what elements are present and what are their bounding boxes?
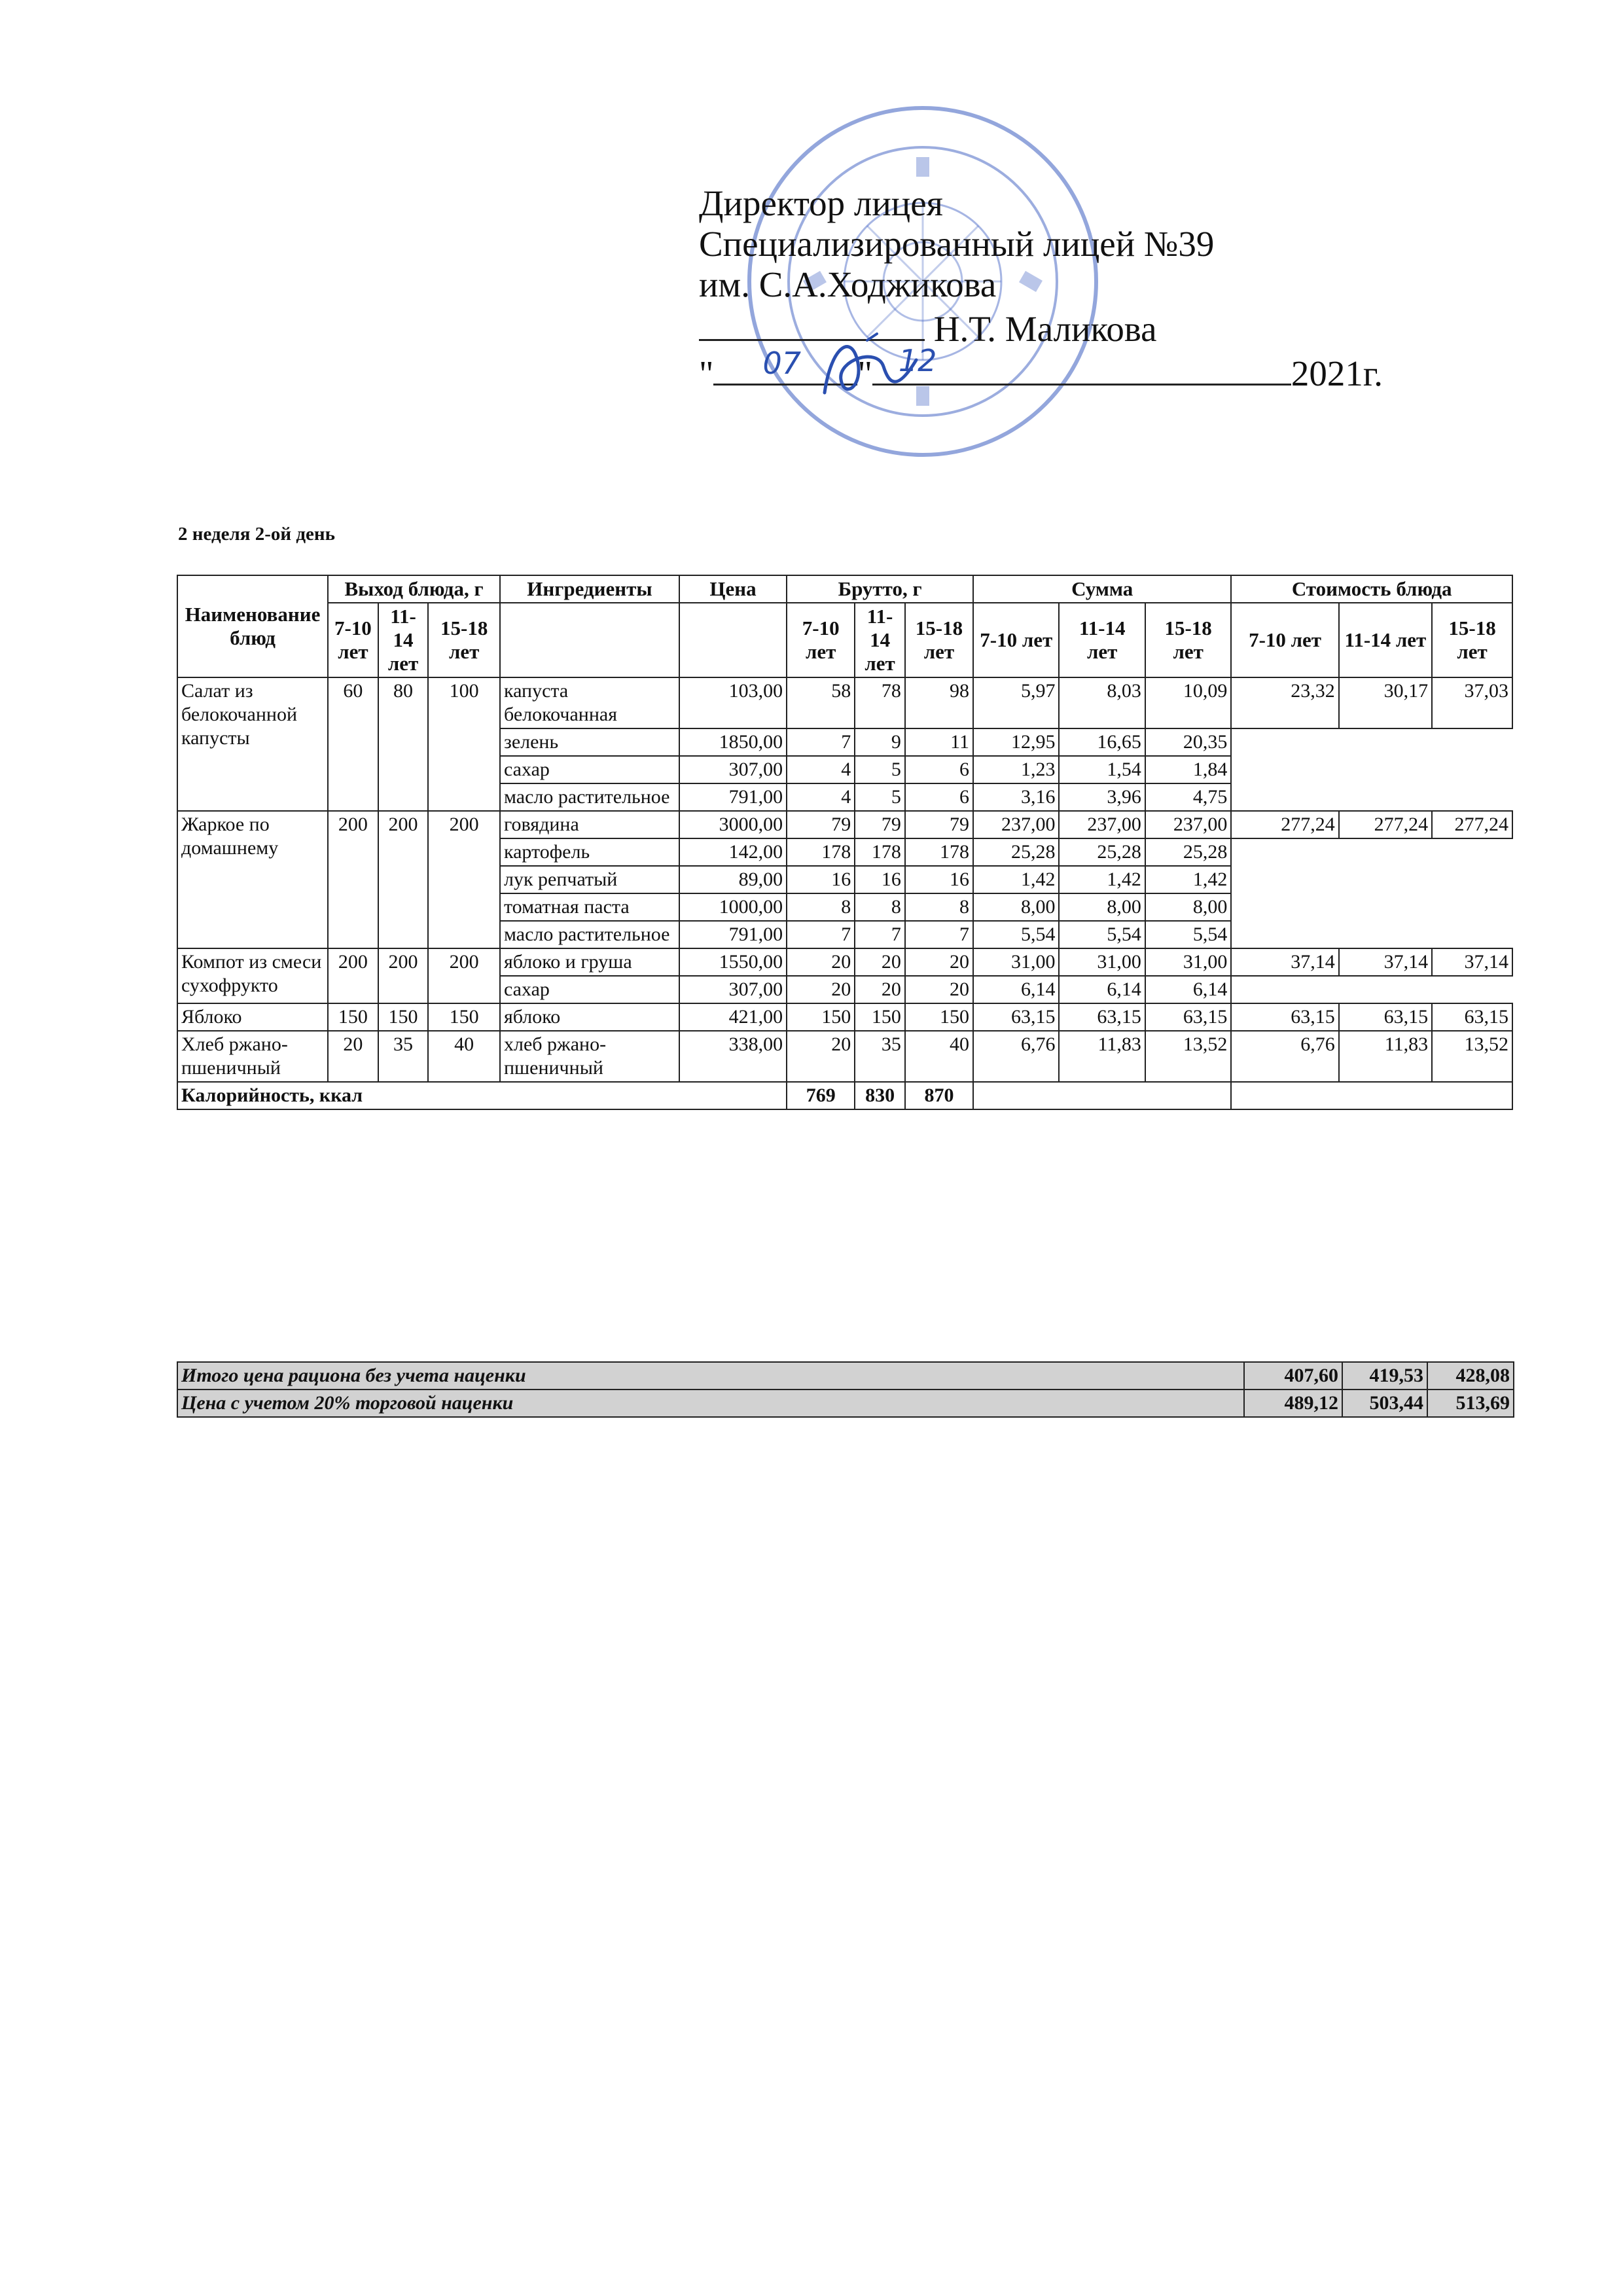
totals-table (177, 1361, 1514, 1418)
ingredient-brutto-2: 78 (855, 677, 905, 728)
header-row-1 (177, 575, 1512, 603)
cost-age-3: 15-18 лет (1432, 603, 1512, 677)
dish-cost-2: 30,17 (1339, 677, 1432, 728)
total-markup-value-3: 513,69 (1427, 1390, 1514, 1417)
dish-cost-3: 63,15 (1432, 1003, 1512, 1031)
ingredient-sum-1: 1,42 (973, 866, 1059, 893)
col-header-price: Цена (679, 575, 787, 603)
ingredient-name: сахар (500, 976, 679, 1003)
handwritten-signature (805, 321, 936, 412)
ingredient-brutto-2: 150 (855, 1003, 905, 1031)
ingredient-brutto-3: 20 (905, 976, 973, 1003)
ingredient-name: сахар (500, 756, 679, 783)
ingredient-brutto-3: 11 (905, 728, 973, 756)
menu-table-body (177, 677, 1512, 1082)
date-close-quote: " (857, 353, 872, 393)
ingredient-price: 89,00 (679, 866, 787, 893)
ingredient-price: 103,00 (679, 677, 787, 728)
dish-yield-1: 200 (328, 811, 378, 948)
ingredient-price: 3000,00 (679, 811, 787, 838)
ingredient-sum-3: 10,09 (1145, 677, 1231, 728)
ingredient-name: капуста белокочанная (500, 677, 679, 728)
dish-cost-empty (1231, 838, 1512, 948)
sum-age-2: 11-14 лет (1059, 603, 1145, 677)
dish-name: Яблоко (177, 1003, 328, 1031)
dish-yield-3: 40 (428, 1031, 500, 1082)
dish-yield-3: 200 (428, 811, 500, 948)
ingredient-name: говядина (500, 811, 679, 838)
col-header-cost: Стоимость блюда (1231, 575, 1512, 603)
total-row (177, 1362, 1514, 1390)
ingredient-sum-1: 63,15 (973, 1003, 1059, 1031)
ingredient-brutto-2: 35 (855, 1031, 905, 1082)
date-month-handwritten: 12 (898, 343, 937, 378)
approval-year: 2021г. (1291, 353, 1383, 393)
ingredient-brutto-2: 8 (855, 893, 905, 921)
ingredient-brutto-1: 8 (787, 893, 855, 921)
ingredient-brutto-3: 150 (905, 1003, 973, 1031)
dish-cost-3: 13,52 (1432, 1031, 1512, 1082)
col-header-name: Наименование блюд (177, 575, 328, 677)
yield-age-3: 15-18 лет (428, 603, 500, 677)
dish-yield-2: 150 (378, 1003, 429, 1031)
col-header-yield: Выход блюда, г (328, 575, 500, 603)
dish-yield-3: 100 (428, 677, 500, 811)
dish-yield-2: 200 (378, 948, 429, 1003)
ingredient-sum-1: 8,00 (973, 893, 1059, 921)
dish-row (177, 1031, 1512, 1082)
ingredient-sum-1: 6,14 (973, 976, 1059, 1003)
ingredient-brutto-1: 20 (787, 1031, 855, 1082)
ingredient-price: 791,00 (679, 783, 787, 811)
ingredient-brutto-1: 20 (787, 976, 855, 1003)
dish-cost-1: 23,32 (1231, 677, 1338, 728)
calories-empty-sum (973, 1082, 1231, 1109)
ingredient-brutto-1: 7 (787, 728, 855, 756)
yield-age-2: 11-14 лет (378, 603, 429, 677)
col-header-brutto: Брутто, г (787, 575, 973, 603)
dish-name: Хлеб ржано-пшеничный (177, 1031, 328, 1082)
ingredient-sum-3: 237,00 (1145, 811, 1231, 838)
ingredient-brutto-2: 16 (855, 866, 905, 893)
ingredient-name: зелень (500, 728, 679, 756)
dish-cost-empty (1231, 728, 1512, 811)
ingredient-sum-2: 6,14 (1059, 976, 1145, 1003)
total-label: Итого цена рациона без учета наценки (177, 1362, 1244, 1390)
calories-empty-cost (1231, 1082, 1512, 1109)
brutto-age-1: 7-10 лет (787, 603, 855, 677)
ingredient-sum-3: 63,15 (1145, 1003, 1231, 1031)
ingredient-brutto-3: 16 (905, 866, 973, 893)
yield-age-1: 7-10 лет (328, 603, 378, 677)
ingredient-sum-3: 31,00 (1145, 948, 1231, 976)
dish-yield-1: 150 (328, 1003, 378, 1031)
ingredient-sum-2: 31,00 (1059, 948, 1145, 976)
ingredients-subheader (500, 603, 679, 677)
dish-row (177, 677, 1512, 728)
price-subheader (679, 603, 787, 677)
dish-yield-2: 35 (378, 1031, 429, 1082)
ingredient-brutto-3: 8 (905, 893, 973, 921)
total-value-2: 419,53 (1342, 1362, 1427, 1390)
ingredient-sum-3: 5,54 (1145, 921, 1231, 948)
ingredient-sum-1: 6,76 (973, 1031, 1059, 1082)
total-value-1: 407,60 (1244, 1362, 1342, 1390)
dish-cost-1: 6,76 (1231, 1031, 1338, 1082)
ingredient-brutto-3: 98 (905, 677, 973, 728)
ingredient-price: 791,00 (679, 921, 787, 948)
ingredient-price: 307,00 (679, 976, 787, 1003)
ingredient-sum-2: 1,42 (1059, 866, 1145, 893)
ingredient-price: 142,00 (679, 838, 787, 866)
dish-cost-2: 11,83 (1339, 1031, 1432, 1082)
menu-table (177, 575, 1513, 1110)
calories-row (177, 1082, 1512, 1109)
ingredient-price: 1550,00 (679, 948, 787, 976)
dish-name: Салат из белокочанной капусты (177, 677, 328, 811)
ingredient-sum-1: 1,23 (973, 756, 1059, 783)
ingredient-sum-2: 5,54 (1059, 921, 1145, 948)
dish-yield-2: 200 (378, 811, 429, 948)
ingredient-sum-2: 8,00 (1059, 893, 1145, 921)
total-markup-value-1: 489,12 (1244, 1390, 1342, 1417)
ingredient-sum-3: 25,28 (1145, 838, 1231, 866)
ingredient-sum-1: 25,28 (973, 838, 1059, 866)
ingredient-brutto-3: 40 (905, 1031, 973, 1082)
ingredient-name: яблоко (500, 1003, 679, 1031)
dish-cost-2: 63,15 (1339, 1003, 1432, 1031)
sum-age-1: 7-10 лет (973, 603, 1059, 677)
ingredient-name: хлеб ржано-пшеничный (500, 1031, 679, 1082)
ingredient-name: томатная паста (500, 893, 679, 921)
ingredient-sum-1: 12,95 (973, 728, 1059, 756)
ingredient-sum-2: 237,00 (1059, 811, 1145, 838)
ingredient-brutto-3: 7 (905, 921, 973, 948)
ingredient-sum-1: 5,54 (973, 921, 1059, 948)
total-markup-value-2: 503,44 (1342, 1390, 1427, 1417)
menu-subtitle: 2 неделя 2-ой день (178, 524, 335, 545)
dish-cost-2: 37,14 (1339, 948, 1432, 976)
ingredient-sum-2: 11,83 (1059, 1031, 1145, 1082)
dish-cost-3: 277,24 (1432, 811, 1512, 838)
ingredient-sum-3: 6,14 (1145, 976, 1231, 1003)
ingredient-brutto-3: 6 (905, 756, 973, 783)
ingredient-brutto-3: 79 (905, 811, 973, 838)
brutto-age-2: 11-14 лет (855, 603, 905, 677)
dish-row (177, 948, 1512, 976)
dish-cost-empty (1231, 976, 1512, 1003)
ingredient-brutto-2: 178 (855, 838, 905, 866)
calories-section (177, 1082, 1512, 1109)
dish-row (177, 1003, 1512, 1031)
approval-name-line: им. С.А.Ходжикова (699, 264, 997, 304)
ingredient-brutto-1: 58 (787, 677, 855, 728)
ingredient-brutto-2: 7 (855, 921, 905, 948)
ingredient-price: 1850,00 (679, 728, 787, 756)
dish-cost-1: 277,24 (1231, 811, 1338, 838)
dish-name: Компот из смеси сухофрукто (177, 948, 328, 1003)
ingredient-sum-2: 3,96 (1059, 783, 1145, 811)
ingredient-name: яблоко и груша (500, 948, 679, 976)
dish-row (177, 811, 1512, 838)
dish-yield-3: 200 (428, 948, 500, 1003)
ingredient-brutto-1: 7 (787, 921, 855, 948)
dish-name: Жаркое по домашнему (177, 811, 328, 948)
calories-value-2: 830 (855, 1082, 905, 1109)
dish-cost-3: 37,03 (1432, 677, 1512, 728)
dish-cost-2: 277,24 (1339, 811, 1432, 838)
ingredient-sum-3: 20,35 (1145, 728, 1231, 756)
dish-cost-1: 37,14 (1231, 948, 1338, 976)
ingredient-brutto-3: 6 (905, 783, 973, 811)
header-row-2 (177, 603, 1512, 677)
ingredient-brutto-1: 4 (787, 783, 855, 811)
dish-yield-1: 200 (328, 948, 378, 1003)
ingredient-brutto-1: 150 (787, 1003, 855, 1031)
dish-cost-1: 63,15 (1231, 1003, 1338, 1031)
calories-label: Калорийность, ккал (177, 1082, 787, 1109)
ingredient-brutto-2: 79 (855, 811, 905, 838)
cost-age-2: 11-14 лет (1339, 603, 1432, 677)
ingredient-brutto-1: 20 (787, 948, 855, 976)
ingredient-name: картофель (500, 838, 679, 866)
ingredient-brutto-1: 16 (787, 866, 855, 893)
dish-yield-2: 80 (378, 677, 429, 811)
ingredient-sum-2: 25,28 (1059, 838, 1145, 866)
approval-signer: Н.Т. Маликова (933, 309, 1157, 349)
calories-value-1: 769 (787, 1082, 855, 1109)
ingredient-brutto-3: 20 (905, 948, 973, 976)
ingredient-sum-2: 63,15 (1059, 1003, 1145, 1031)
ingredient-sum-3: 13,52 (1145, 1031, 1231, 1082)
dish-cost-3: 37,14 (1432, 948, 1512, 976)
dish-yield-1: 60 (328, 677, 378, 811)
ingredient-sum-1: 237,00 (973, 811, 1059, 838)
ingredient-sum-3: 1,84 (1145, 756, 1231, 783)
ingredient-sum-1: 3,16 (973, 783, 1059, 811)
col-header-ingredients: Ингредиенты (500, 575, 679, 603)
ingredient-price: 421,00 (679, 1003, 787, 1031)
ingredient-brutto-2: 20 (855, 976, 905, 1003)
ingredient-brutto-1: 178 (787, 838, 855, 866)
cost-age-1: 7-10 лет (1231, 603, 1338, 677)
approval-position: Директор лицея (699, 183, 943, 223)
ingredient-brutto-2: 20 (855, 948, 905, 976)
ingredient-price: 307,00 (679, 756, 787, 783)
ingredient-sum-2: 8,03 (1059, 677, 1145, 728)
ingredient-name: лук репчатый (500, 866, 679, 893)
dish-yield-1: 20 (328, 1031, 378, 1082)
total-markup-row (177, 1390, 1514, 1417)
ingredient-sum-3: 4,75 (1145, 783, 1231, 811)
ingredient-sum-1: 31,00 (973, 948, 1059, 976)
ingredient-name: масло растительное (500, 921, 679, 948)
ingredient-brutto-3: 178 (905, 838, 973, 866)
date-day-handwritten: 07 (762, 346, 801, 381)
date-open-quote: " (699, 353, 714, 393)
brutto-age-3: 15-18 лет (905, 603, 973, 677)
ingredient-brutto-2: 5 (855, 756, 905, 783)
ingredient-brutto-1: 79 (787, 811, 855, 838)
ingredient-sum-2: 1,54 (1059, 756, 1145, 783)
ingredient-price: 338,00 (679, 1031, 787, 1082)
sum-age-3: 15-18 лет (1145, 603, 1231, 677)
approval-school: Специализированный лицей №39 (699, 224, 1215, 264)
total-value-3: 428,08 (1427, 1362, 1514, 1390)
calories-value-3: 870 (905, 1082, 973, 1109)
ingredient-brutto-1: 4 (787, 756, 855, 783)
ingredient-sum-3: 8,00 (1145, 893, 1231, 921)
ingredient-sum-1: 5,97 (973, 677, 1059, 728)
ingredient-price: 1000,00 (679, 893, 787, 921)
col-header-sum: Сумма (973, 575, 1231, 603)
ingredient-brutto-2: 5 (855, 783, 905, 811)
ingredient-name: масло растительное (500, 783, 679, 811)
ingredient-brutto-2: 9 (855, 728, 905, 756)
ingredient-sum-2: 16,65 (1059, 728, 1145, 756)
dish-yield-3: 150 (428, 1003, 500, 1031)
ingredient-sum-3: 1,42 (1145, 866, 1231, 893)
total-markup-label: Цена с учетом 20% торговой наценки (177, 1390, 1244, 1417)
